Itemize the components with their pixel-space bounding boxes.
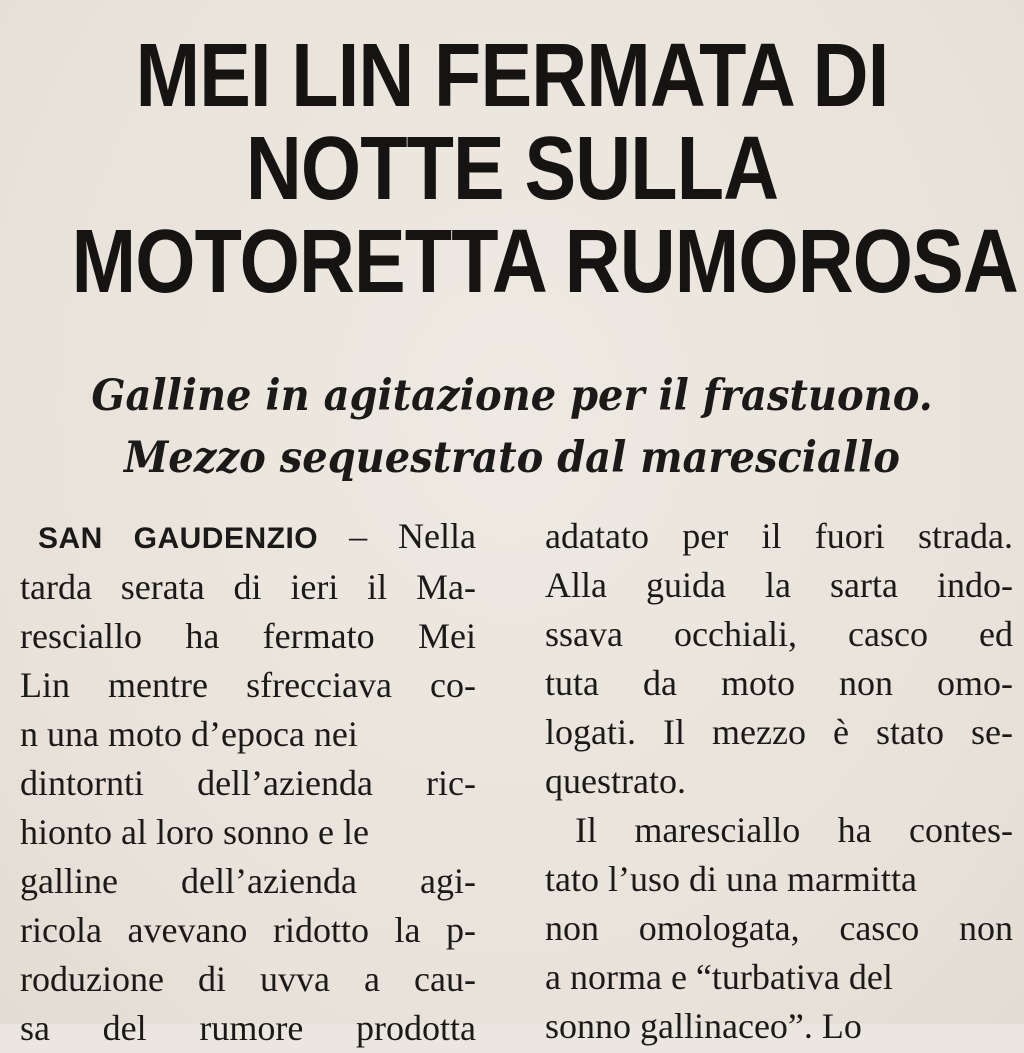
article-line: Il maresciallo ha contes- xyxy=(575,810,1013,850)
article-line: galline dell’azienda agi- xyxy=(20,861,476,901)
article-column-left xyxy=(20,512,476,1053)
article-line: questrato. xyxy=(545,761,686,801)
article-line: ricola avevano ridotto la p- xyxy=(20,910,476,950)
article-first-line xyxy=(20,512,476,563)
article-line: non omologata, casco non xyxy=(545,908,1013,948)
subheadline-line-1: Galline in agitazione per il frastuono. xyxy=(91,371,933,421)
article-column-right xyxy=(545,512,1013,1051)
article-line: a norma e “turbativa del xyxy=(545,957,893,997)
subheadline-line-2: Mezzo sequestrato dal maresciallo xyxy=(124,433,900,483)
article-line: roduzione di uvva a cau- xyxy=(20,959,476,999)
article-line: logati. Il mezzo è stato se- xyxy=(545,712,1013,752)
article-line: resciallo ha fermato Mei xyxy=(20,616,476,656)
headline-line-3: MOTORETTA RUMOROSA xyxy=(71,212,1018,312)
dateline: SAN GAUDENZIO xyxy=(38,522,319,555)
headline-line-1: MEI LIN FERMATA DI xyxy=(135,26,889,126)
article-line: adatato per il fuori strada. xyxy=(545,516,1013,556)
dateline-continuation: – Nella xyxy=(318,516,476,556)
article-line: sa del rumore prodotta xyxy=(20,1008,476,1048)
article-line: ssava occhiali, casco ed xyxy=(545,614,1013,654)
article-line: sonno gallinaceo”. Lo xyxy=(545,1006,862,1046)
subheadline xyxy=(36,365,988,489)
article-line: tuta da moto non omo- xyxy=(545,663,1013,703)
article-line: n una moto d’epoca nei xyxy=(20,714,358,754)
article-line: hionto al loro sonno e le xyxy=(20,812,369,852)
article-line: Lin mentre sfrecciava co- xyxy=(20,665,476,705)
article-line: tarda serata di ieri il Ma- xyxy=(20,567,476,607)
headline-line-2: NOTTE SULLA xyxy=(245,119,779,219)
article-line: Alla guida la sarta indo- xyxy=(545,565,1013,605)
headline xyxy=(71,26,1018,312)
article-line: dintornti dell’azienda ric- xyxy=(20,763,476,803)
article-line: tato l’uso di una marmitta xyxy=(545,859,917,899)
